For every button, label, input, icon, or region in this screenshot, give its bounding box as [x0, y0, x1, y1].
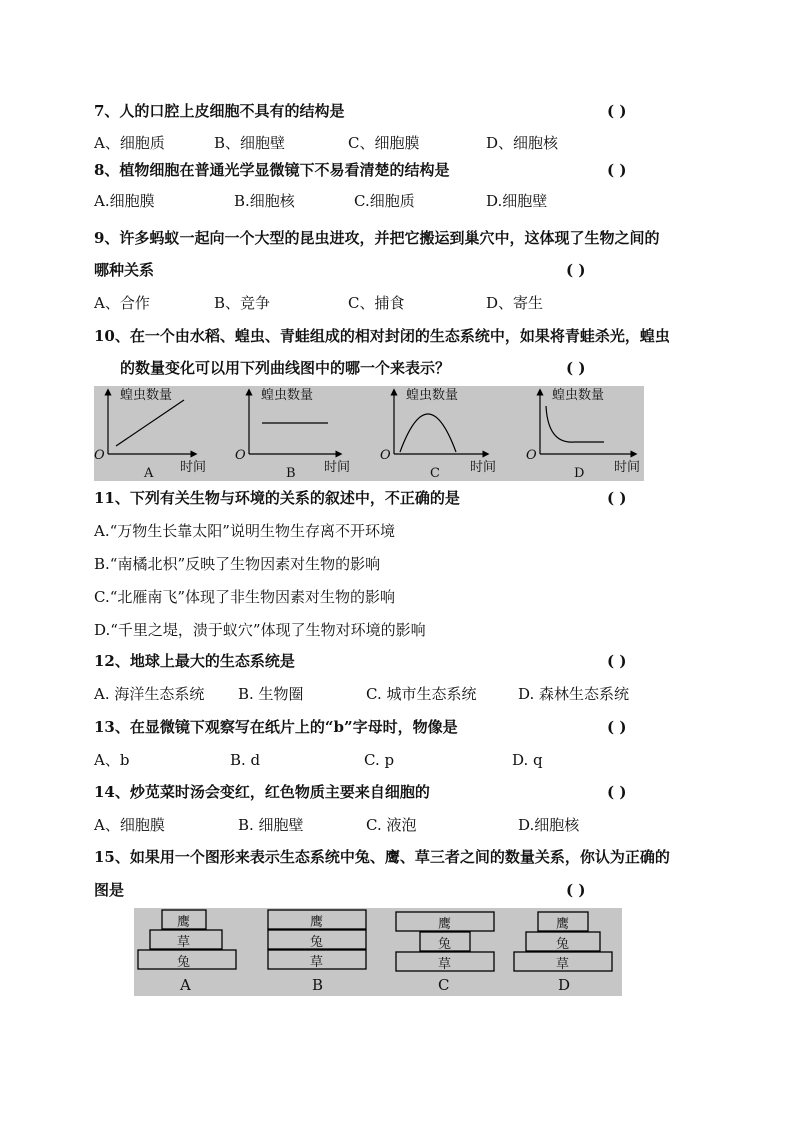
pyramid-a-top: 鹰: [177, 915, 191, 930]
option-b[interactable]: B. d: [230, 751, 261, 769]
pyramid-c-caption: C: [438, 976, 450, 994]
graph-c-ylabel: 蝗虫数量: [406, 388, 459, 403]
graph-a-ylabel: 蝗虫数量: [120, 388, 173, 403]
option-c[interactable]: C、捕食: [348, 294, 405, 312]
option-b[interactable]: B、细胞壁: [214, 134, 286, 152]
curve-rise-fall: [400, 414, 456, 452]
graph-b-caption: B: [286, 466, 296, 481]
answer-paren[interactable]: ( ): [566, 261, 586, 279]
pyramid-a-bot: 兔: [177, 955, 191, 970]
option-d[interactable]: D、寄生: [486, 294, 544, 312]
answer-paren[interactable]: ( ): [607, 652, 627, 670]
option-a[interactable]: A、b: [94, 751, 130, 769]
option-b[interactable]: B、竞争: [214, 294, 271, 312]
question-14-stem: 14、炒苋菜时汤会变红，红色物质主要来自细胞的: [94, 783, 430, 801]
option-c[interactable]: C. p: [364, 751, 395, 769]
question-12-stem: 12、地球上最大的生态系统是: [94, 652, 295, 670]
graph-c-xlabel: 时间: [470, 460, 497, 475]
option-d[interactable]: D.细胞核: [518, 816, 580, 834]
pyramid-d-top: 鹰: [556, 917, 570, 932]
answer-paren[interactable]: ( ): [566, 881, 586, 899]
pyramid-d-caption: D: [558, 976, 571, 994]
answer-paren[interactable]: ( ): [607, 718, 627, 736]
pyramid-b-mid: 兔: [310, 935, 324, 950]
option-c[interactable]: C.细胞质: [354, 192, 415, 210]
graph-b-origin: O: [235, 448, 246, 463]
curve-linear-increase: [116, 400, 184, 446]
pyramids-svg: [134, 908, 622, 996]
pyramid-c-bot: 草: [438, 957, 452, 972]
graph-d-ylabel: 蝗虫数量: [552, 388, 605, 403]
question-10-stem: 10、在一个由水稻、蝗虫、青蛙组成的相对封闭的生态系统中，如果将青蛙杀光，蝗虫: [94, 327, 670, 345]
pyramids-figure: [134, 908, 622, 996]
pyramid-c-top: 鹰: [438, 917, 452, 932]
option-a[interactable]: A、细胞膜: [94, 816, 165, 834]
question-8-stem: 8、植物细胞在普通光学显微镜下不易看清楚的结构是: [94, 161, 450, 179]
answer-paren[interactable]: ( ): [607, 102, 627, 120]
question-10-stem-cont: 的数量变化可以用下列曲线图中的哪一个来表示？: [120, 359, 451, 377]
graph-d-xlabel: 时间: [614, 460, 641, 475]
question-15-stem-cont: 图是: [94, 881, 125, 899]
graph-c-origin: O: [380, 448, 391, 463]
pyramid-b-caption: B: [312, 976, 324, 994]
answer-paren[interactable]: ( ): [607, 161, 627, 179]
option-a[interactable]: A.“万物生长靠太阳”说明生物生存离不开环境: [94, 522, 395, 540]
question-11-stem: 11、下列有关生物与环境的关系的叙述中，不正确的是: [94, 489, 460, 507]
option-b[interactable]: B.“南橘北枳”反映了生物因素对生物的影响: [94, 555, 381, 573]
graph-b-xlabel: 时间: [324, 460, 351, 475]
option-b[interactable]: B. 细胞壁: [238, 816, 304, 834]
option-d[interactable]: D.“千里之堤，溃于蚁穴”体现了生物对环境的影响: [94, 621, 426, 639]
option-d[interactable]: D、细胞核: [486, 134, 559, 152]
question-15-stem: 15、如果用一个图形来表示生态系统中兔、鹰、草三者之间的数量关系，你认为正确的: [94, 848, 670, 866]
option-c[interactable]: C. 液泡: [366, 816, 417, 834]
graphs-figure: [94, 386, 644, 481]
option-a[interactable]: A.细胞膜: [94, 192, 155, 210]
answer-paren[interactable]: ( ): [566, 359, 586, 377]
option-c[interactable]: C.“北雁南飞”体现了非生物因素对生物的影响: [94, 588, 396, 606]
option-a[interactable]: A. 海洋生态系统: [94, 685, 205, 703]
pyramid-d-bot: 草: [556, 957, 570, 972]
graph-a-caption: A: [144, 466, 154, 481]
graph-c-caption: C: [430, 466, 440, 481]
graph-a-origin: O: [94, 448, 105, 463]
graph-d-caption: D: [574, 466, 585, 481]
pyramid-b-bot: 草: [310, 955, 324, 970]
pyramid-a-mid: 草: [177, 935, 191, 950]
question-7-stem: 7、人的口腔上皮细胞不具有的结构是: [94, 102, 345, 120]
question-13-stem: 13、在显微镜下观察写在纸片上的“b”字母时，物像是: [94, 718, 458, 736]
graph-a-xlabel: 时间: [180, 460, 207, 475]
graph-b-ylabel: 蝗虫数量: [261, 388, 314, 403]
option-b[interactable]: B.细胞核: [234, 192, 295, 210]
question-9-stem-cont: 哪种关系: [94, 261, 155, 279]
option-a[interactable]: A、合作: [94, 294, 150, 312]
pyramid-c-mid: 兔: [438, 937, 452, 952]
answer-paren[interactable]: ( ): [607, 783, 627, 801]
option-c[interactable]: C、细胞膜: [348, 134, 420, 152]
curve-decline: [546, 406, 604, 442]
pyramid-a-caption: A: [180, 976, 191, 994]
graph-d-origin: O: [526, 448, 537, 463]
option-d[interactable]: D.细胞壁: [486, 192, 548, 210]
option-a[interactable]: A、细胞质: [94, 134, 165, 152]
option-b[interactable]: B. 生物圈: [238, 685, 304, 703]
option-c[interactable]: C. 城市生态系统: [366, 685, 477, 703]
answer-paren[interactable]: ( ): [607, 489, 627, 507]
pyramid-d-mid: 兔: [556, 937, 570, 952]
question-9-stem: 9、许多蚂蚁一起向一个大型的昆虫进攻，并把它搬运到巢穴中，这体现了生物之间的: [94, 229, 660, 247]
option-d[interactable]: D. q: [512, 751, 543, 769]
option-d[interactable]: D. 森林生态系统: [518, 685, 630, 703]
pyramid-b-top: 鹰: [310, 915, 324, 930]
